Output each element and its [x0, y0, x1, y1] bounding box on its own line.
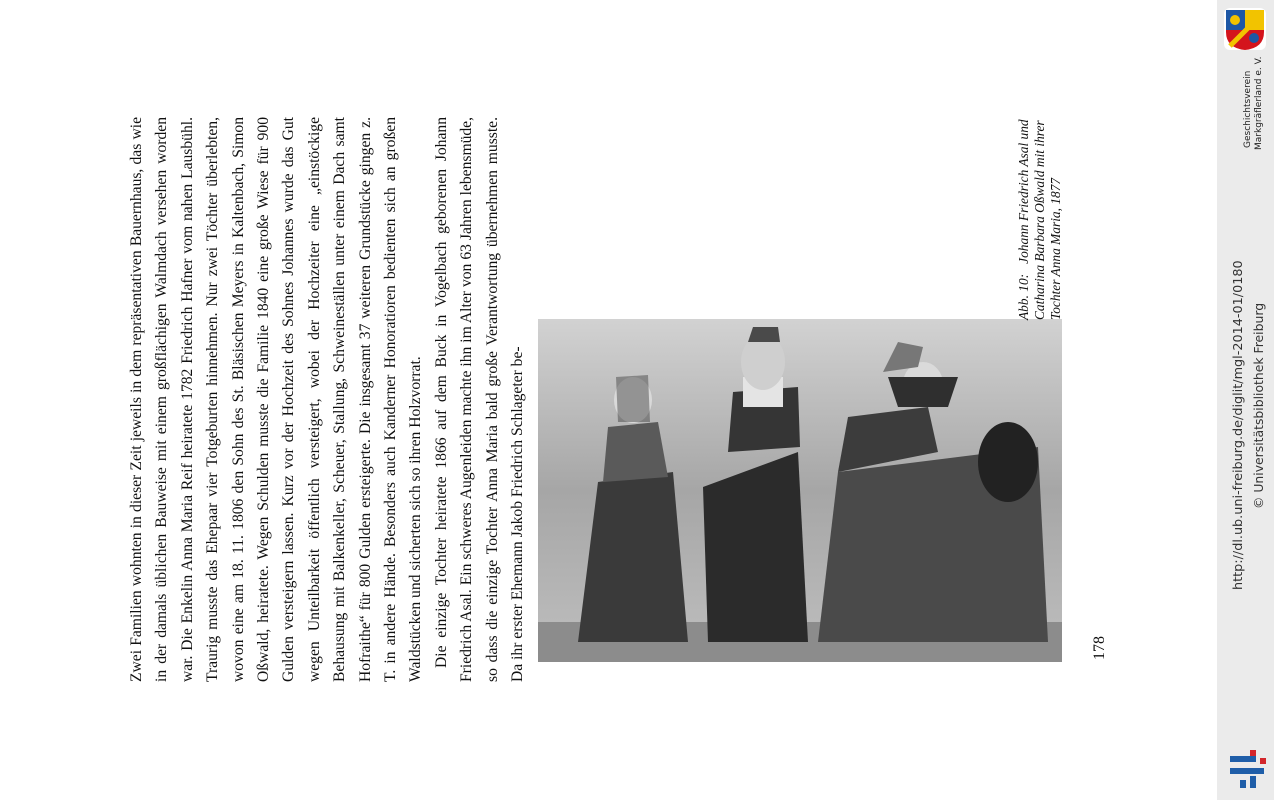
society-name-line-2: Markgräflerland e. V.	[1254, 56, 1264, 150]
body-text	[124, 117, 531, 682]
historic-family-photo	[538, 319, 1062, 662]
paragraph-1: Zwei Familien wohnten in dieser Zeit jeweils in dem repräsentativen Bauernhaus, das wie in der damals üblichen Bauweise mit einem großflächigen Walmdach versehen worden war. Die Enkelin Anna Maria Reif heiratete 1782 Friedrich Hafner vom nahen Lausbühl. Traurig musste das Ehepaar vier Totgeburten hinnehmen. Nur zwei Töchter überlebten, wovon eine am 18. 11. 1806 den Sohn des St. Bläsischen Meyers in Kaltenbach, Simon Oßwald, heiratete. Wegen Schulden musste die Familie 1840 eine große Wiese für 900 Gulden versteigern lassen. Kurz vor der Hochzeit des Sohnes Johannes wurde das Gut wegen Unteilbarkeit öffentlich versteigert, wobei der Hochzeiter eine „einstöckige Behausung mit Balkenkeller, Scheuer, Stallung, Schweineställen unter einem Dach samt Hofraithe“ für 800 Gulden ersteigerte. Die insgesamt 37 weiteren Grundstücke gingen z. T. in andere Hände. Besonders auch Kanderner Honoratioren bedienten sich an großen Waldstücken und sicherten sich so ihren Holzvorrat.	[128, 117, 425, 682]
university-library-logo-icon	[1226, 748, 1268, 790]
caption-label: Abb. 10:	[1016, 273, 1031, 320]
photo-illustration	[538, 319, 1062, 662]
paragraph-2: Die einzige Tochter heiratete 1866 auf dem Buck in Vogelbach geborenen Johann Friedrich Asal. Ein schweres Augenleiden machte ihn im Alter von 63 Jahren lebensmüde, so dass die einzige Tochter Anna Maria bald große Verantwortung übernehmen musste. Da ihr erster Ehemann Jakob Friedrich Schlageter be-	[432, 117, 527, 682]
copyright-notice: © Universitätsbibliothek Freiburg	[1251, 302, 1266, 509]
caption-line-2: Catharina Barbara Oßwald mit ihrer	[1032, 120, 1047, 320]
caption-line-1: Johann Friedrich Asal und	[1016, 119, 1031, 264]
society-name-line-1: Geschichtsverein	[1243, 70, 1253, 148]
caption-line-3: Tochter Anna Maria, 1877	[1048, 177, 1063, 320]
figure-caption	[1016, 60, 1064, 320]
source-url-link[interactable]: http://dl.ub.uni-freiburg.de/diglit/mgl-2014-01/0180	[1231, 260, 1246, 590]
page-number: 178	[1091, 636, 1108, 660]
society-crest-icon	[1222, 6, 1268, 52]
